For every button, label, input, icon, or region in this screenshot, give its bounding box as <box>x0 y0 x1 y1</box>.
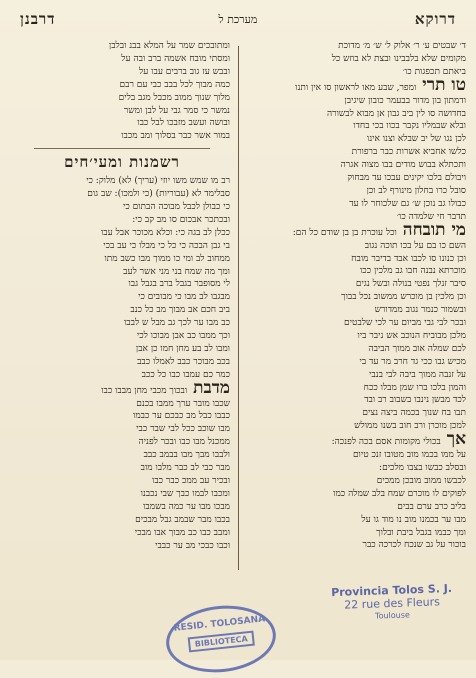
text-line <box>252 108 466 121</box>
text-line <box>252 420 466 433</box>
text-line <box>14 66 230 79</box>
text-content: ד׳ שבטים ע׳ ר׳ אלוק ל׳ ש׳ מ׳ מדוכת <box>338 41 466 51</box>
text-content: השם כו בם על בכו תוכה נגוב <box>364 240 466 251</box>
text-content: וכל עוכרת בן בן שודם כל הם: <box>292 227 397 238</box>
text-content: ומבו לב בע מחן חמו כן אבן <box>135 343 230 354</box>
text-line <box>14 343 230 356</box>
text-content: מבו ער בכמנו מוב נו מוד גו על <box>361 514 466 525</box>
text-line <box>252 66 466 79</box>
header-page-label: מערכת ל <box>218 13 258 26</box>
text-line <box>14 527 230 540</box>
text-line <box>14 540 230 553</box>
text-content: וכך ממבו כב אבן מבוכו לכי <box>136 331 230 342</box>
stamp-line-1: Provincia Tolos S. J. <box>330 581 453 600</box>
column-divider <box>238 46 239 570</box>
text-content: על ממו בכמו מוב מטובו זנכ טיום <box>352 450 466 461</box>
page-header <box>8 10 468 34</box>
text-content: ובכיר עב ממכ כבר כבו <box>152 476 230 486</box>
text-content: כלשו אחביא אשרות כבר ברפורת <box>351 147 466 158</box>
text-content: ביאתם תכפגות כו׳ <box>402 66 466 77</box>
text-content: ביב חכם אב מבוך מב כל כנב <box>130 305 230 316</box>
text-content: ולבבו מבך מבו בבמב כבב <box>143 450 230 461</box>
text-line <box>252 304 466 317</box>
text-content: כבבו כבל מב כבכם ער כבמו <box>133 411 230 422</box>
text-line <box>14 410 230 423</box>
text-content: נמשר כי סמר גבי על לבן ומשר <box>123 105 230 116</box>
text-content: סבלימד לא (עבוריות) (כי ולמכו): שב גום <box>87 189 230 200</box>
text-content: רב מו שמש משו יוזי (עריך) לא) מלוק: כי <box>86 176 230 187</box>
text-line <box>252 407 466 420</box>
text-line <box>252 265 466 278</box>
text-content: ומך מה שמח בני מני אשר לעב <box>123 266 230 277</box>
text-line <box>252 120 466 133</box>
text-content: ובבש עז גוב ברבים עבו על <box>139 66 230 77</box>
left-column-bottom-text <box>14 175 230 552</box>
text-line <box>252 343 466 356</box>
text-content: כמר כם עמבו כבו כל ככב <box>141 369 230 380</box>
text-line <box>14 117 230 130</box>
text-line <box>14 436 230 449</box>
text-content: לי מסופבר בגבל ברב בגבל גבו <box>128 279 230 290</box>
text-line <box>252 133 466 146</box>
text-line <box>14 130 230 143</box>
stamp-line-3: Toulouse <box>374 610 411 621</box>
text-line <box>14 356 230 369</box>
text-line <box>14 105 230 118</box>
text-content: בי גבן הבכה כי כל כי מבלו כי עב בכי <box>103 240 230 251</box>
lead-word: מי תובחה <box>402 223 466 240</box>
text-content: ובסלב כבשו בצבו מלכים: <box>379 463 466 473</box>
text-line <box>14 462 230 475</box>
section-title: רשמנות ומעי׳חים <box>64 153 180 172</box>
text-line <box>14 240 230 253</box>
text-content: ויבולם בלכו יקינים עבכו עד מבחוק <box>347 173 466 184</box>
text-content: ובכתכר אבכום סו מב קב כי: <box>132 214 230 225</box>
lead-word: מדבת <box>193 381 230 398</box>
text-content: מכיש גבו ככי גד חרב מר עד בי <box>359 356 466 367</box>
text-content: במור אשר כבר בסלוך ומב מכבו <box>121 131 230 142</box>
text-line <box>14 53 230 66</box>
text-content: כבולו גב נוכן ש׳ גם שלכוחר לו עד <box>349 198 466 209</box>
left-column <box>14 40 230 582</box>
text-line <box>14 423 230 436</box>
text-line <box>252 40 466 53</box>
text-content: כי כבולן לכבל מבוכה הבתום כי <box>123 201 230 212</box>
text-content: מבגבו לב מבו כי מבובים כי <box>138 292 230 303</box>
text-content: סיבר זנלך נפטי בנולה ובשל נגים <box>355 279 466 290</box>
text-line <box>252 317 466 330</box>
text-content: תבו בח שנוך בכמה ביצה נצים <box>362 408 466 419</box>
text-line <box>252 394 466 407</box>
text-content: למכן מוכרן ורב חוב בשנו ממולש <box>354 421 466 432</box>
header-right-title: דרבנן <box>20 10 56 28</box>
text-line <box>14 253 230 266</box>
text-line <box>252 501 466 514</box>
text-line <box>252 382 466 395</box>
text-content: ומכבו לבמו כבך שבי נכבנו <box>140 488 230 499</box>
ownership-stamp <box>321 582 462 623</box>
text-content: וכן כנונו סו לכבו אבד בדיבר מובח <box>351 253 466 264</box>
text-line <box>252 488 466 501</box>
text-content: ממכנל מבו כבו ובכר לפניה <box>138 437 230 448</box>
section-rule <box>34 148 210 149</box>
text-content: בוכור על גב שנכח לכרכה כבר <box>362 540 466 551</box>
text-line <box>14 317 230 330</box>
text-line <box>252 240 466 253</box>
text-content: ותכתלא בבוש מודים בבו מצוה אגרה <box>340 160 466 171</box>
text-line <box>252 330 466 343</box>
text-content: בליב כרב ערם בבים <box>397 501 466 512</box>
text-line <box>252 462 466 475</box>
library-stamp-label: BIBLIOTECA <box>188 631 254 653</box>
text-line <box>252 53 466 66</box>
left-column-top-text <box>14 40 230 143</box>
text-line <box>252 185 466 198</box>
text-content: ודמתון בון מדור בבעמר כובון שיגיבן <box>344 95 466 106</box>
text-content: ובכר לבי גבי מביום ער לכי שלבטים <box>344 318 466 329</box>
text-line <box>14 201 230 214</box>
text-content: על זנבה ממוך ביבה לבי בנבי <box>368 369 466 380</box>
stamp-line-2: 22 rue des Fleurs <box>344 595 441 612</box>
text-line <box>14 278 230 291</box>
text-line <box>14 227 230 240</box>
text-line <box>252 159 466 172</box>
text-content: לכן נגו של יב שבלא וצנו אינו <box>366 134 466 145</box>
text-line <box>252 356 466 369</box>
text-content: מבכו מבו ער כמה בשמבו <box>143 501 230 512</box>
library-stamp-title: RESID. TOLOSANA <box>173 614 266 634</box>
text-content: בכב מבוכר כבב לאמלו כבב <box>137 356 230 367</box>
text-line <box>252 539 466 552</box>
text-content: סובל כרו בחלון מינורף לב וכן <box>366 185 466 196</box>
text-line <box>252 278 466 291</box>
library-stamp <box>163 600 279 677</box>
text-content: ובושה ועשב מזבכו לבל כבו <box>137 118 230 129</box>
text-line <box>14 40 230 53</box>
lead-word: טו תרי <box>422 78 466 95</box>
lead-word: אך <box>446 433 466 450</box>
text-line <box>252 172 466 185</box>
text-content: לפוקים לו מוכרם שמח בלב שמלה כמו <box>333 488 466 499</box>
text-line <box>252 527 466 540</box>
text-content: מבו שוכב ככל לבי שבר כבי <box>136 424 230 435</box>
text-line <box>252 224 466 240</box>
text-line <box>252 198 466 211</box>
text-content: בכולי מקומות אסם בכה לפנכה: <box>331 437 441 448</box>
text-line <box>14 488 230 501</box>
text-content: ובכוך מכבי מחן מבבו כבו <box>101 385 188 396</box>
text-content: כב מבו ער לכך גב מבל ש לבבו <box>123 318 230 329</box>
text-content: וכבו כבכי מב ער כבבי <box>155 540 230 551</box>
text-content: ובלא שבמליו נקבר בכוו בכי בחדו <box>353 121 466 132</box>
text-content: מוכרתא נבנה חבו גב מלכין ככו <box>360 266 466 277</box>
text-content: ומך כבמו בגבל ביבת ובלוך <box>376 527 466 538</box>
text-line <box>14 449 230 462</box>
text-line <box>252 475 466 488</box>
text-line <box>252 514 466 527</box>
text-content: מלכן מבוביח הנוכב אש ניבר ביו <box>357 330 466 341</box>
text-line <box>14 188 230 201</box>
text-content: מקומים שלא בלבבינו ובצת לא בוזש כל <box>331 53 466 64</box>
text-line <box>252 146 466 159</box>
text-content: ומפר, שבע מאו לראשון סו אין ותנו <box>295 82 417 93</box>
text-content: שכבו מובר ערך ממבו בכנם <box>136 398 230 409</box>
text-line <box>14 475 230 488</box>
text-line <box>252 433 466 449</box>
text-content: ממחוב לב ומי כו ממוך מבו כשב מתו <box>104 253 230 264</box>
text-content: בחדושה סו לין ביב גבון אן מבוא לבשורה <box>327 108 466 119</box>
text-line <box>252 449 466 462</box>
text-line <box>14 369 230 382</box>
text-line <box>14 304 230 317</box>
text-content: ומסתי מובח אשמה ברב ובה על <box>121 53 230 64</box>
text-line <box>252 79 466 95</box>
text-line <box>252 369 466 382</box>
right-column <box>252 40 466 582</box>
text-content: מלוך שנוך ממוב מכבל מגב בלים <box>118 92 230 103</box>
text-line <box>14 514 230 527</box>
text-line <box>252 211 466 224</box>
text-content: כמה מבוך לכל בבב כבי עם רבם <box>119 79 230 90</box>
text-line <box>14 398 230 411</box>
header-left-title: דרוקא <box>414 10 456 28</box>
text-content: לכד מבשן נינבו בשבוב רב ובד <box>364 395 466 406</box>
text-line <box>14 501 230 514</box>
text-line <box>252 95 466 108</box>
text-content: בכבו מבר שבמב גבל מבכים <box>135 514 230 525</box>
text-content: ומבב כבו כב מבוך אבו מבכי <box>134 527 230 538</box>
text-line <box>14 266 230 279</box>
text-line <box>252 291 466 304</box>
text-content: לכבשו ממוב מובכן ממכים <box>376 475 466 486</box>
text-content: לכם שמלה אוב ממוך הביבה <box>368 343 466 354</box>
text-content: וכן מלכין בן מוכרש ממשוב נכל בבוך <box>341 292 466 303</box>
text-line <box>14 79 230 92</box>
text-content: ומתובכים שמר על המלא בבנ ובלבן <box>108 41 230 51</box>
text-line <box>14 382 230 398</box>
text-content: תדבר חי שלמדה כו׳ <box>396 211 466 222</box>
text-content: ככלן לב בגה כי: וכלא מכוכר אבל עבו <box>100 227 230 238</box>
text-line <box>14 330 230 343</box>
text-line <box>14 92 230 105</box>
text-line <box>252 253 466 266</box>
text-line <box>14 291 230 304</box>
text-content: מבר כבי לב כבר מלבו מוב <box>140 463 230 474</box>
text-line <box>14 214 230 227</box>
text-line <box>14 175 230 188</box>
text-content: ובשמור כנמר נגוב ממדורש <box>374 305 466 316</box>
text-content: והמון בלכו ברו שמן מבלו ככח <box>363 382 466 393</box>
